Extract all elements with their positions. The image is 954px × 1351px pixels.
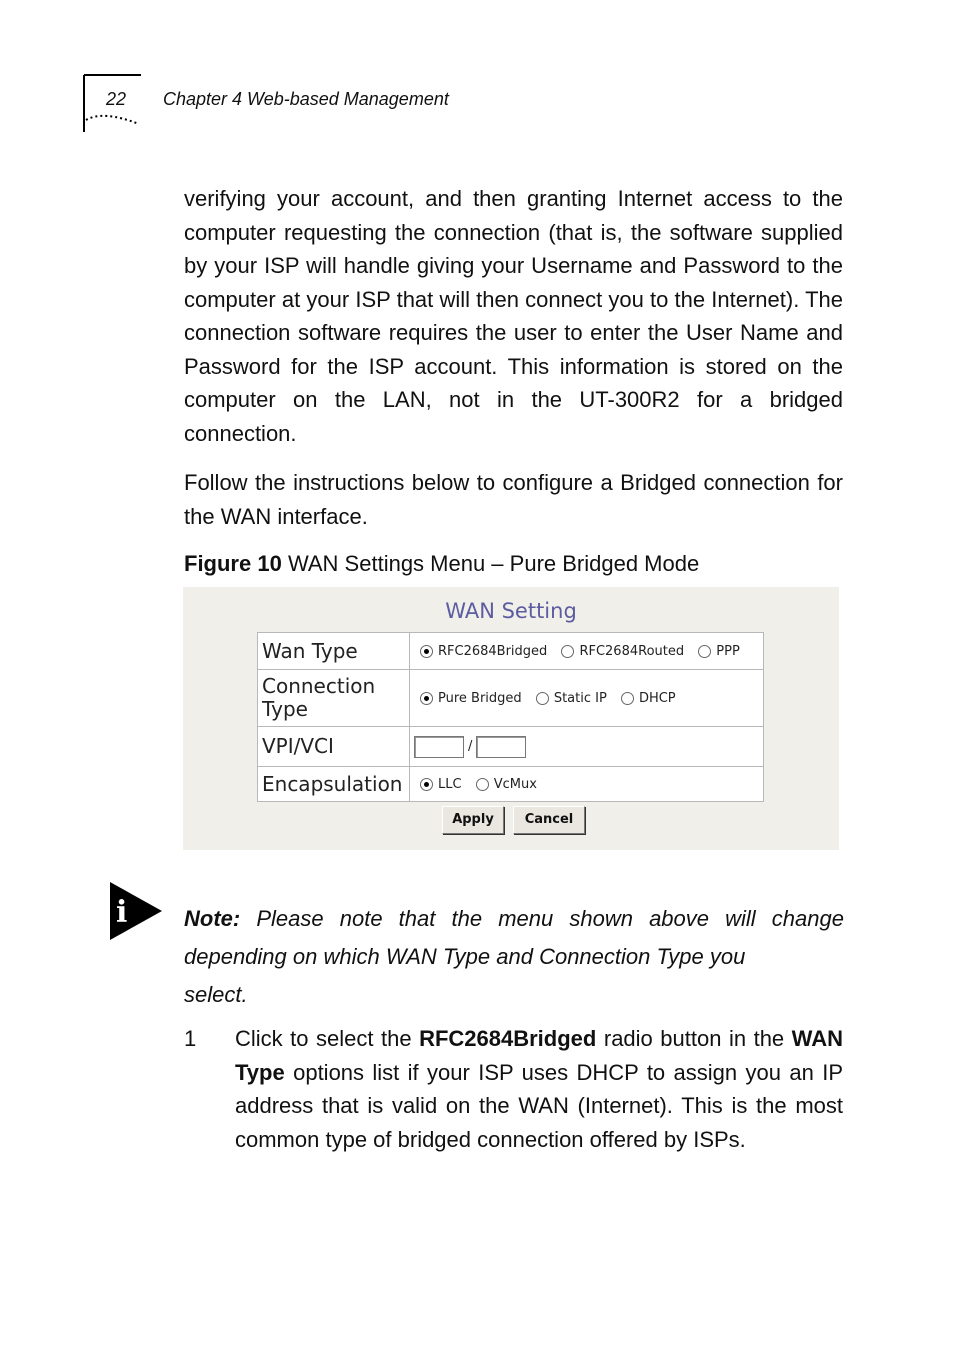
note-body: Please note that the menu shown above will change depending on which WAN Type and Connection Type you (184, 906, 844, 969)
step-text-part: options list if your ISP uses DHCP to assign you an IP address that is valid on the WAN (Internet). This is the most common type of bridged connection offered by ISPs. (235, 1059, 843, 1152)
vpi-vci-separator: / (468, 739, 473, 754)
note-text (184, 900, 844, 976)
wan-type-label: Wan Type (258, 633, 410, 670)
wan-setting-panel (183, 587, 839, 850)
vpi-input[interactable] (414, 736, 464, 758)
figure-caption-text: WAN Settings Menu – Pure Bridged Mode (287, 551, 700, 576)
step-text (235, 1022, 843, 1156)
chapter-title: Chapter 4 Web-based Management (163, 89, 449, 109)
form-row-vpi-vci (258, 727, 764, 767)
option-label: DHCP (638, 690, 676, 706)
page-number: 22 (106, 89, 127, 109)
vci-input[interactable] (476, 736, 526, 758)
option-label: VcMux (493, 776, 537, 792)
option-label: Pure Bridged (438, 690, 522, 706)
figure-caption (184, 549, 699, 579)
step-emphasis: WAN Type (235, 1026, 843, 1085)
vpi-vci-fields (410, 727, 764, 767)
form-row-wan-type (258, 633, 764, 670)
wan-setting-form (257, 632, 764, 802)
info-icon (110, 882, 162, 940)
wan-type-options (410, 633, 764, 670)
radio-rfc2684routed[interactable] (561, 645, 574, 658)
radio-llc[interactable] (420, 778, 433, 791)
vpi-vci-label: VPI/VCI (258, 727, 410, 767)
svg-text:i: i (116, 895, 128, 930)
option-label: LLC (438, 776, 462, 792)
step-text-part: radio button in the (596, 1026, 792, 1051)
body-paragraph: Follow the instructions below to configure a Bridged connection for the WAN interface. (184, 470, 843, 529)
option-label: PPP (716, 643, 740, 659)
radio-vcmux[interactable] (476, 778, 489, 791)
cancel-button[interactable]: Cancel (513, 806, 585, 834)
option-label: RFC2684Routed (579, 643, 685, 659)
step-text-part: Click to select the (235, 1026, 420, 1051)
form-row-encapsulation (258, 767, 764, 802)
radio-ppp[interactable] (698, 645, 711, 658)
radio-dhcp[interactable] (621, 692, 634, 705)
form-row-connection-type (258, 670, 764, 727)
apply-button[interactable]: Apply (442, 806, 504, 834)
encapsulation-options (410, 767, 764, 802)
connection-type-options (410, 670, 764, 727)
note-text-end: select. (184, 982, 248, 1007)
radio-pure-bridged[interactable] (420, 692, 433, 705)
encapsulation-label: Encapsulation (258, 767, 410, 802)
option-label: Static IP (553, 690, 607, 706)
radio-static-ip[interactable] (536, 692, 549, 705)
radio-rfc2684bridged[interactable] (420, 645, 433, 658)
option-label: RFC2684Bridged (438, 643, 548, 659)
panel-title: WAN Setting (445, 599, 577, 623)
connection-type-label: Connection Type (258, 670, 410, 727)
step-number: 1 (184, 1026, 197, 1051)
figure-label: Figure 10 (184, 551, 282, 576)
body-paragraph: verifying your account, and then granting Internet access to the computer requesting the connection (that is, the software supplied by your ISP will handle giving your Username and Password to the computer at your ISP that will then connect you to the Internet). The connection software requires the user to enter the User Name and Password for the ISP account. This information is stored on the computer on the LAN, not in the UT-300R2 for a bridged connection. (184, 186, 843, 446)
note-label: Note: (184, 906, 241, 931)
step-emphasis: RFC2684Bridged (419, 1026, 597, 1051)
